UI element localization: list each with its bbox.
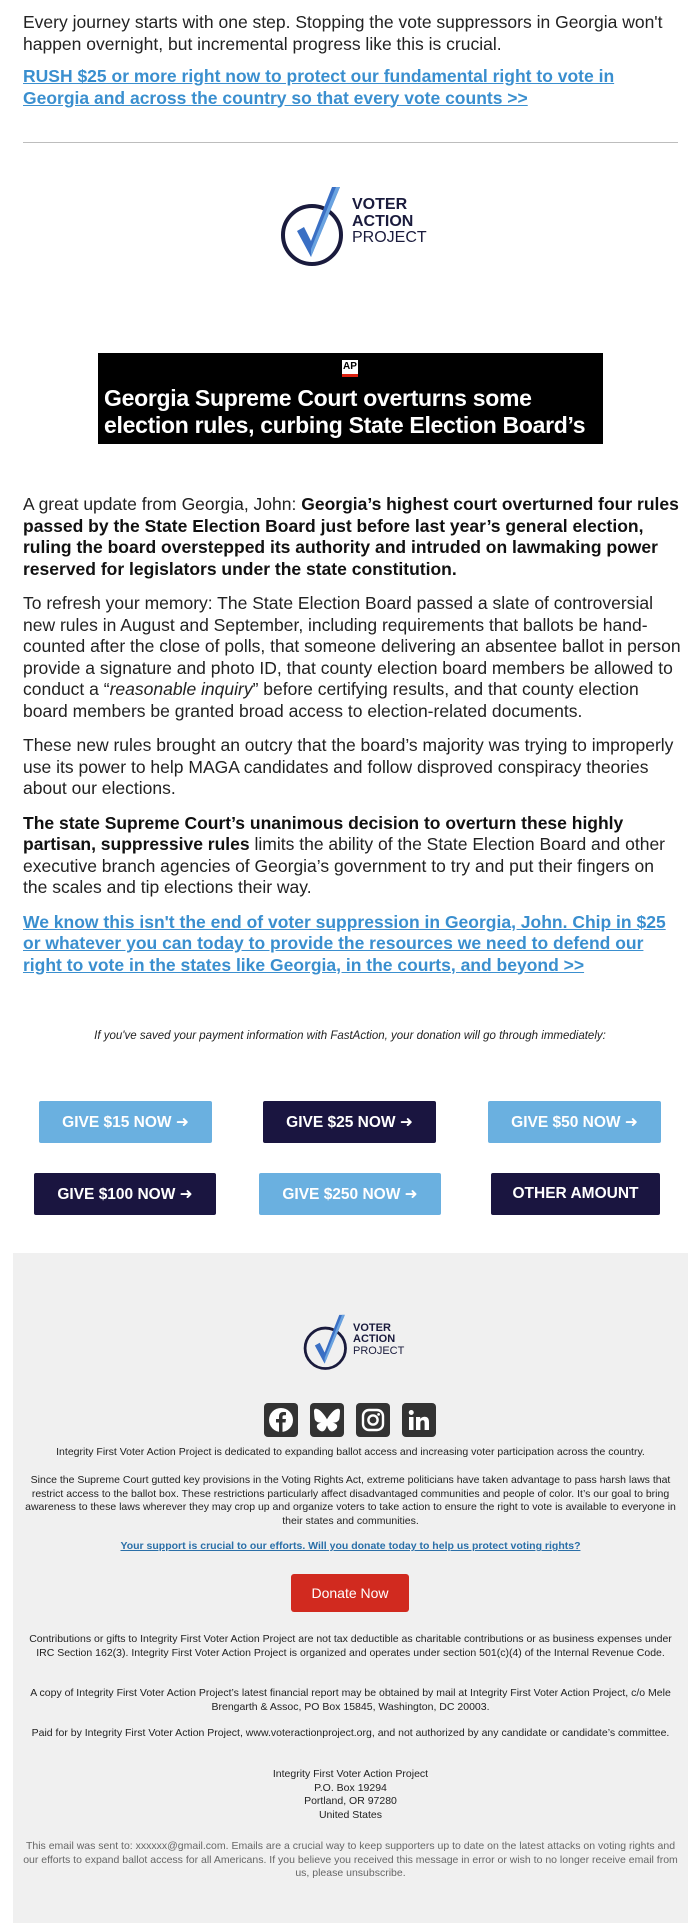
footer-vra: Since the Supreme Court gutted key provisions in the Voting Rights Act, extreme politicians have taken advantage to pass harsh laws that restrict access to the ballot box. These restrictions particularly affect disadvantaged communities and people of color. It’s our goal to bring awareness to these laws wherever they may crop up and organize voters to take action to ensure the right to vote is available to everyone in their states and communities.	[25, 1474, 676, 1527]
intro-section	[23, 12, 683, 109]
instagram-icon[interactable]	[356, 1403, 390, 1437]
footer-logo[interactable]	[303, 1312, 404, 1372]
logo-wordmark: VOTER ACTION PROJECT	[352, 195, 427, 247]
ap-logo-icon: AP	[342, 360, 358, 377]
footer-support	[23, 1540, 678, 1554]
give-25-button[interactable]: GIVE $25 NOW ➜	[263, 1101, 436, 1143]
give-15-button[interactable]: GIVE $15 NOW ➜	[39, 1101, 212, 1143]
facebook-icon[interactable]	[264, 1403, 298, 1437]
intro-paragraph: Every journey starts with one step. Stopping the vote suppressors in Georgia won't happen overnight, but incremental progress like this is crucial.	[23, 12, 663, 54]
footer-financial-report: A copy of Integrity First Voter Action Project’s latest financial report may be obtained by mail at Integrity First Voter Action Project, c/o Mele Brengarth & Assoc, PO Box 15845, Washington, DC 20003.	[30, 1687, 671, 1713]
give-250-button[interactable]: GIVE $250 NOW ➜	[259, 1173, 441, 1215]
footer	[13, 1253, 688, 1923]
checkmark-logo-icon	[303, 1312, 349, 1372]
checkmark-logo-icon	[280, 183, 346, 269]
paragraph-decision: The state Supreme Court’s unanimous decision to overturn these highly partisan, suppressive rules limits the ability of the State Election Board and other executive branch agencies of Georgia’s government to try and put their fingers on the scales and tip elections their way.	[23, 812, 666, 897]
footer-logo-wordmark: VOTER ACTION PROJECT	[353, 1321, 405, 1357]
ap-headline: Georgia Supreme Court overturns some election rules, curbing State Election Board’s power	[104, 385, 586, 465]
main-donate-link[interactable]: We know this isn't the end of voter suppression in Georgia, John. Chip in $25 or whatever you can today to provide the resources we need to defend our right to vote in the states like Georgia, in the courts, and beyond >>	[23, 911, 666, 975]
footer-paid-for: Paid for by Integrity First Voter Action Project, www.voteractionproject.org, and not authorized by any candidate or candidate’s committee.	[31, 1727, 670, 1739]
other-amount-button[interactable]: OTHER AMOUNT	[491, 1173, 660, 1215]
linkedin-icon[interactable]	[402, 1403, 436, 1437]
fastaction-note: If you've saved your payment information with FastAction, your donation will go through immediately:	[94, 1030, 606, 1042]
main-content	[23, 494, 683, 976]
footer-address: Integrity First Voter Action Project P.O. Box 19294 Portland, OR 97280 United States	[272, 1768, 429, 1821]
bluesky-icon[interactable]	[310, 1403, 344, 1437]
paragraph-update: A great update from Georgia, John: Georgia’s highest court overturned four rules passed by the State Election Board just before last year’s general election, ruling the board overstepped its authority and intruded on lawmaking power reserved for legislators under the state constitution.	[23, 494, 679, 579]
donate-now-button[interactable]: Donate Now	[291, 1574, 409, 1612]
voter-action-project-logo[interactable]	[280, 183, 427, 269]
paragraph-outcry: These new rules brought an outcry that the board’s majority was trying to improperly use its power to help MAGA candidates and follow disproved conspiracy theories about our elections.	[23, 735, 674, 798]
paragraph-refresh: To refresh your memory: The State Election Board passed a slate of controversial new rules in August and September, including requirements that ballots be hand-counted after the close of polls, that someone delivering an absentee ballot in person provide a signature and photo ID, that county election board members be allowed to conduct a “reasonable inquiry” before certifying results, and that county election board members be granted broad access to election-related documents.	[23, 593, 681, 721]
footer-support-link[interactable]: Your support is crucial to our efforts. Will you donate today to help us protect voting rights?	[120, 1540, 581, 1552]
give-100-button[interactable]: GIVE $100 NOW ➜	[34, 1173, 216, 1215]
footer-tax-disclaimer: Contributions or gifts to Integrity First Voter Action Project are not tax deductible as charitable contributions or as business expenses under IRC Section 162(3). Integrity First Voter Action Project is organized and operates under section 501(c)(4) of the Internal Revenue Code.	[29, 1633, 672, 1659]
divider	[23, 142, 678, 143]
footer-mission: Integrity First Voter Action Project is dedicated to expanding ballot access and increasing voter participation across the country.	[56, 1446, 645, 1458]
give-50-button[interactable]: GIVE $50 NOW ➜	[488, 1101, 661, 1143]
ap-news-banner[interactable]	[98, 353, 603, 465]
footer-sent-to: This email was sent to: xxxxxx@gmail.com. Emails are a crucial way to keep supporters up to date on the latest attacks on voting rights and our efforts to expand ballot access for all Americans. If you believe you received this message in error or wish to no longer receive email from us, please unsubscribe.	[23, 1840, 678, 1879]
intro-donate-link[interactable]: RUSH $25 or more right now to protect our fundamental right to vote in Georgia and across the country so that every vote counts >>	[23, 66, 615, 108]
